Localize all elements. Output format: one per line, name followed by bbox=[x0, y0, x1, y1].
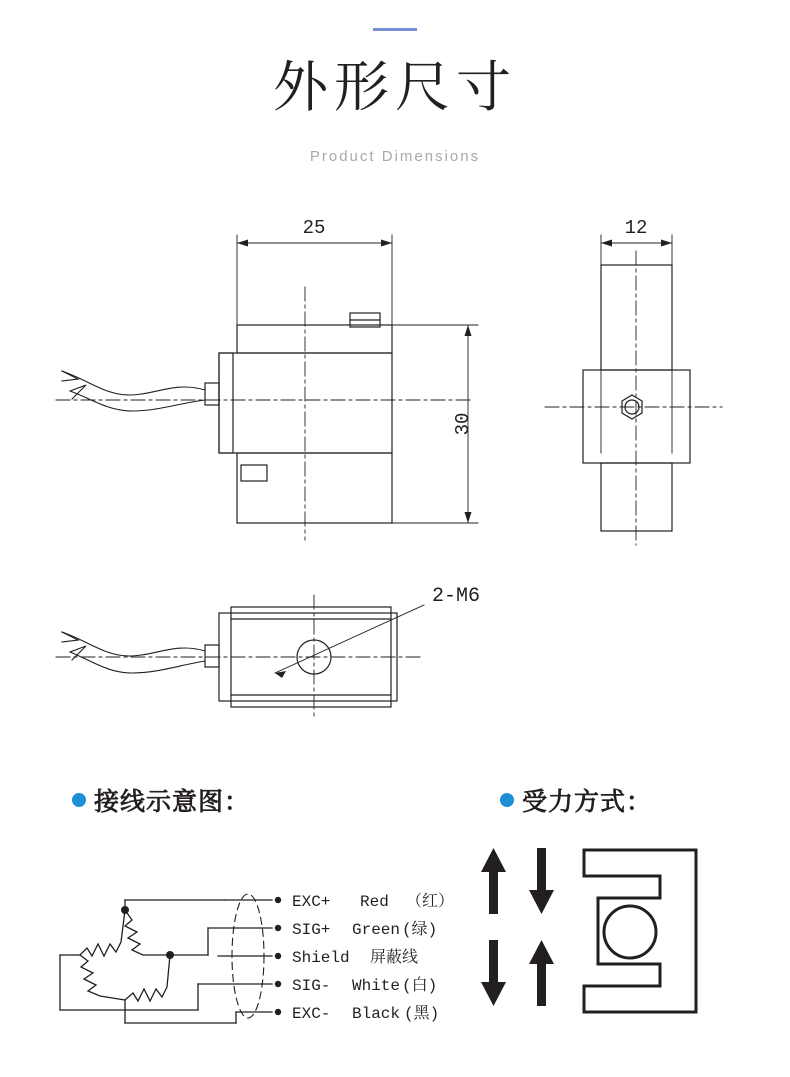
force-arrows bbox=[481, 848, 554, 1006]
wire-label-color-en-3: White bbox=[352, 977, 401, 995]
wire-label-signal-3: SIG- bbox=[292, 977, 331, 995]
bullet-dot-icon bbox=[500, 793, 514, 807]
section-label-wiring: 接线示意图： bbox=[94, 788, 251, 816]
dim-front-width: 25 bbox=[302, 217, 326, 239]
dim-front-height: 30 bbox=[452, 412, 474, 436]
wire-label-color-cn-1: (绿) bbox=[402, 921, 438, 939]
arrow-down-1 bbox=[529, 848, 554, 914]
wire-label-signal-1: SIG+ bbox=[292, 921, 331, 939]
arrow-down-2 bbox=[481, 940, 506, 1006]
dimension-drawings bbox=[0, 195, 790, 755]
wire-label-color-cn-2: 屏蔽线 bbox=[370, 949, 419, 967]
wire-label-color-cn-4: (黑) bbox=[404, 1005, 440, 1023]
accent-bar bbox=[373, 28, 417, 31]
section-label-force: 受力方式： bbox=[522, 788, 653, 816]
wire-label-color-cn-0: （红） bbox=[406, 893, 455, 911]
load-cell-outline bbox=[584, 850, 696, 1012]
wire-label-color-en-1: Green bbox=[352, 921, 401, 939]
page-subtitle: Product Dimensions bbox=[309, 148, 481, 165]
dim-side-width: 12 bbox=[624, 217, 648, 239]
wire-label-signal-4: EXC- bbox=[292, 1005, 331, 1023]
wire-label-signal-0: EXC+ bbox=[292, 893, 331, 911]
page-title: 外形尺寸 bbox=[272, 56, 517, 118]
arrow-up-1 bbox=[481, 848, 506, 914]
force-diagram bbox=[470, 840, 770, 1055]
wiring-diagram bbox=[40, 860, 460, 1060]
arrow-up-2 bbox=[529, 940, 554, 1006]
wire-label-signal-2: Shield bbox=[292, 949, 350, 967]
thread-callout: 2-M6 bbox=[432, 585, 481, 608]
section-header-force bbox=[500, 782, 652, 818]
wire-label-color-cn-3: (白) bbox=[402, 977, 438, 995]
section-header-wiring bbox=[72, 782, 250, 818]
bullet-dot-icon bbox=[72, 793, 86, 807]
wire-label-color-en-4: Black bbox=[352, 1005, 401, 1023]
wire-label-color-en-0: Red bbox=[360, 893, 389, 911]
